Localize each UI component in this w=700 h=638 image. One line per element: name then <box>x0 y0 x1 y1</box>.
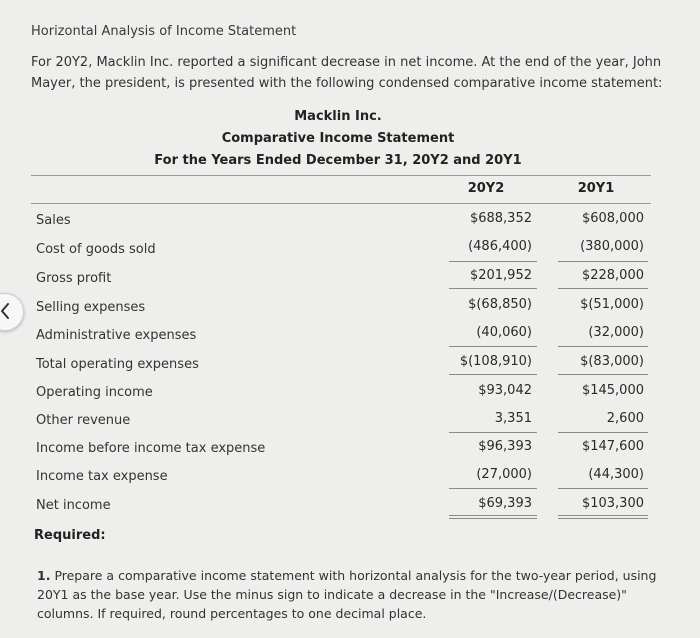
statement-title: Comparative Income Statement <box>221 131 455 146</box>
chevron-left-icon <box>0 303 10 319</box>
subtotal-underline <box>449 488 537 489</box>
value-20y2-administrative-expenses: (40,060) <box>476 325 532 340</box>
subtotal-underline <box>449 346 537 347</box>
value-20y2-income-before-tax: $96,393 <box>478 439 532 454</box>
value-20y2-gross-profit: $201,952 <box>469 268 532 283</box>
row-label-other-revenue: Other revenue <box>36 413 131 428</box>
task-text: Prepare a comparative income statement with horizontal analysis for the two-year period, using 20Y1 as the base year. Use the minus sign to indicate a decrease in the "Increase/(Decrease)" columns. If required, round percentages to one decimal place. <box>37 568 657 621</box>
value-20y1-operating-income: $145,000 <box>581 383 644 398</box>
value-20y2-net-income: $69,393 <box>478 496 532 511</box>
value-20y2-other-revenue: 3,351 <box>494 411 532 426</box>
value-20y1-sales: $608,000 <box>581 211 644 226</box>
subtotal-underline <box>449 374 537 375</box>
subtotal-underline <box>558 488 648 489</box>
value-20y1-gross-profit: $228,000 <box>581 268 644 283</box>
value-20y1-income-tax-expense: (44,300) <box>588 467 644 482</box>
company-name: Macklin Inc. <box>294 109 382 124</box>
value-20y1-income-before-tax: $147,600 <box>581 439 644 454</box>
value-20y1-selling-expenses: $(51,000) <box>580 297 644 312</box>
value-20y1-administrative-expenses: (32,000) <box>588 325 644 340</box>
subtotal-underline <box>558 374 648 375</box>
header-rule-bottom <box>31 203 651 204</box>
subtotal-underline <box>558 346 648 347</box>
value-20y2-operating-income: $93,042 <box>478 383 532 398</box>
value-20y2-sales: $688,352 <box>469 211 532 226</box>
task-instruction <box>37 566 677 623</box>
value-20y1-net-income: $103,300 <box>581 496 644 511</box>
row-label-cost-of-goods-sold: Cost of goods sold <box>36 242 156 257</box>
header-rule-top <box>31 175 651 176</box>
value-20y1-total-operating-expenses: $(83,000) <box>580 354 644 369</box>
row-label-operating-income: Operating income <box>36 385 153 400</box>
subtotal-underline <box>449 432 537 433</box>
column-header-20y2: 20Y2 <box>467 181 505 196</box>
subtotal-underline <box>449 288 537 289</box>
task-number: 1. <box>37 568 51 583</box>
row-label-income-tax-expense: Income tax expense <box>36 469 168 484</box>
row-label-sales: Sales <box>36 213 71 228</box>
required-label: Required: <box>34 528 106 543</box>
value-20y2-cost-of-goods-sold: (486,400) <box>468 239 532 254</box>
row-label-total-operating-expenses: Total operating expenses <box>36 357 199 372</box>
row-label-selling-expenses: Selling expenses <box>36 300 146 315</box>
subtotal-underline <box>449 261 537 262</box>
row-label-gross-profit: Gross profit <box>36 271 112 286</box>
statement-period: For the Years Ended December 31, 20Y2 and 20Y1 <box>154 153 522 168</box>
value-20y2-income-tax-expense: (27,000) <box>476 467 532 482</box>
subtotal-underline <box>558 288 648 289</box>
subtotal-underline <box>558 261 648 262</box>
value-20y2-total-operating-expenses: $(108,910) <box>459 354 532 369</box>
problem-intro: For 20Y2, Macklin Inc. reported a significant decrease in net income. At the end of the year, John Mayer, the president, is presented with the following condensed comparative income statement: <box>31 55 663 91</box>
row-label-administrative-expenses: Administrative expenses <box>36 328 197 343</box>
total-double-underline <box>558 515 648 519</box>
value-20y1-cost-of-goods-sold: (380,000) <box>580 239 644 254</box>
row-label-net-income: Net income <box>36 498 111 513</box>
total-double-underline <box>449 515 537 519</box>
row-label-income-before-tax: Income before income tax expense <box>36 441 266 456</box>
value-20y2-selling-expenses: $(68,850) <box>468 297 532 312</box>
column-header-20y1: 20Y1 <box>577 181 615 196</box>
subtotal-underline <box>558 432 648 433</box>
problem-heading: Horizontal Analysis of Income Statement <box>31 24 297 39</box>
value-20y1-other-revenue: 2,600 <box>606 411 644 426</box>
previous-page-button[interactable] <box>0 293 24 331</box>
